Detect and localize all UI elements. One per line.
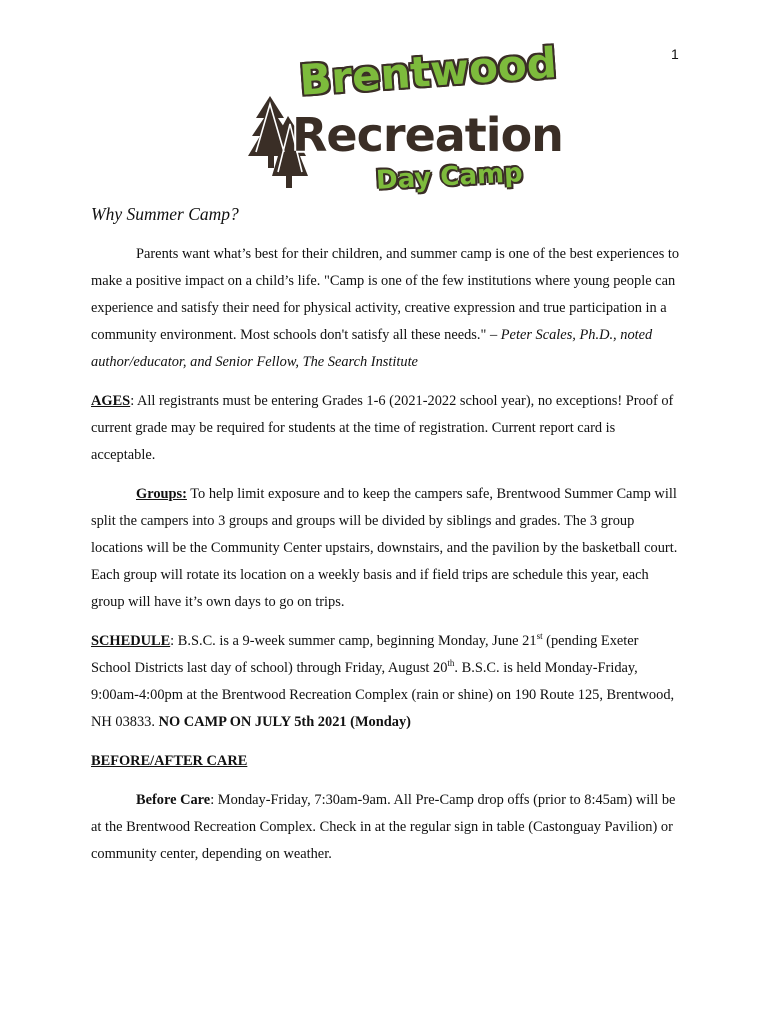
quote-attribution: Peter Scales, Ph.D., noted author/educator, and Senior Fellow, The Search Institute bbox=[91, 327, 653, 370]
schedule-text-1: : B.S.C. is a 9-week summer camp, beginning Monday, June 21 bbox=[170, 633, 537, 649]
schedule-paragraph bbox=[91, 628, 681, 736]
no-camp-note: NO CAMP ON JULY 5th 2021 (Monday) bbox=[158, 714, 411, 730]
ages-label: AGES bbox=[91, 393, 131, 409]
before-after-heading: BEFORE/AFTER CARE bbox=[91, 753, 248, 769]
ages-paragraph bbox=[91, 388, 681, 469]
before-care-paragraph bbox=[91, 787, 681, 868]
schedule-text-2: (pending Exeter School Districts last day of school) through Friday, August 20 bbox=[91, 633, 639, 676]
before-care-text: : Monday-Friday, 7:30am-9am. All Pre-Camp drop offs (prior to 8:45am) will be at the Brentwood Recreation Complex. Check in at the regular sign in table (Castonguay Pavilion) or community center, depending on weather. bbox=[91, 792, 676, 862]
groups-label: Groups: bbox=[136, 486, 187, 502]
groups-paragraph bbox=[91, 481, 681, 616]
document-body bbox=[91, 201, 681, 880]
logo-line-day-camp: Day Camp bbox=[375, 158, 524, 196]
schedule-text-3: . B.S.C. is held Monday-Friday, 9:00am-4:00pm at the Brentwood Recreation Complex (rain or shine) on 190 Route 125, Brentwood, NH 03833. bbox=[91, 660, 675, 730]
schedule-sup-2: th bbox=[447, 658, 455, 668]
groups-text: To help limit exposure and to keep the campers safe, Brentwood Summer Camp will split the campers into 3 groups and groups will be divided by siblings and grades. The 3 group locations will be the Community Center upstairs, downstairs, and the pavilion by the basketball court. Each group will rotate its location on a weekly basis and if field trips are schedule this year, each group will have it’s own days to go on trips. bbox=[91, 486, 678, 610]
before-care-label: Before Care bbox=[136, 792, 211, 808]
ages-text: : All registrants must be entering Grades 1-6 (2021-2022 school year), no exceptions! Proof of current grade may be required for students at the time of registration. Current report card is acceptable. bbox=[91, 393, 674, 463]
brentwood-recreation-logo bbox=[248, 38, 563, 206]
schedule-label: SCHEDULE bbox=[91, 633, 171, 649]
page-title: Why Summer Camp? bbox=[91, 204, 239, 224]
logo-line-brentwood: Brentwood bbox=[297, 38, 559, 105]
intro-paragraph bbox=[91, 241, 681, 376]
logo-line-recreation: Recreation bbox=[292, 108, 563, 162]
schedule-sup-1: st bbox=[536, 631, 543, 641]
page-number: 1 bbox=[671, 46, 679, 62]
before-after-heading-paragraph bbox=[91, 748, 681, 775]
intro-text: Parents want what’s best for their children, and summer camp is one of the best experiences to make a positive impact on a child’s life. "Camp is one of the few institutions where young people can experience and satisfy their need for physical activity, creative expression and true participation in a community environment. Most schools don't satisfy all these needs." – bbox=[91, 246, 680, 343]
